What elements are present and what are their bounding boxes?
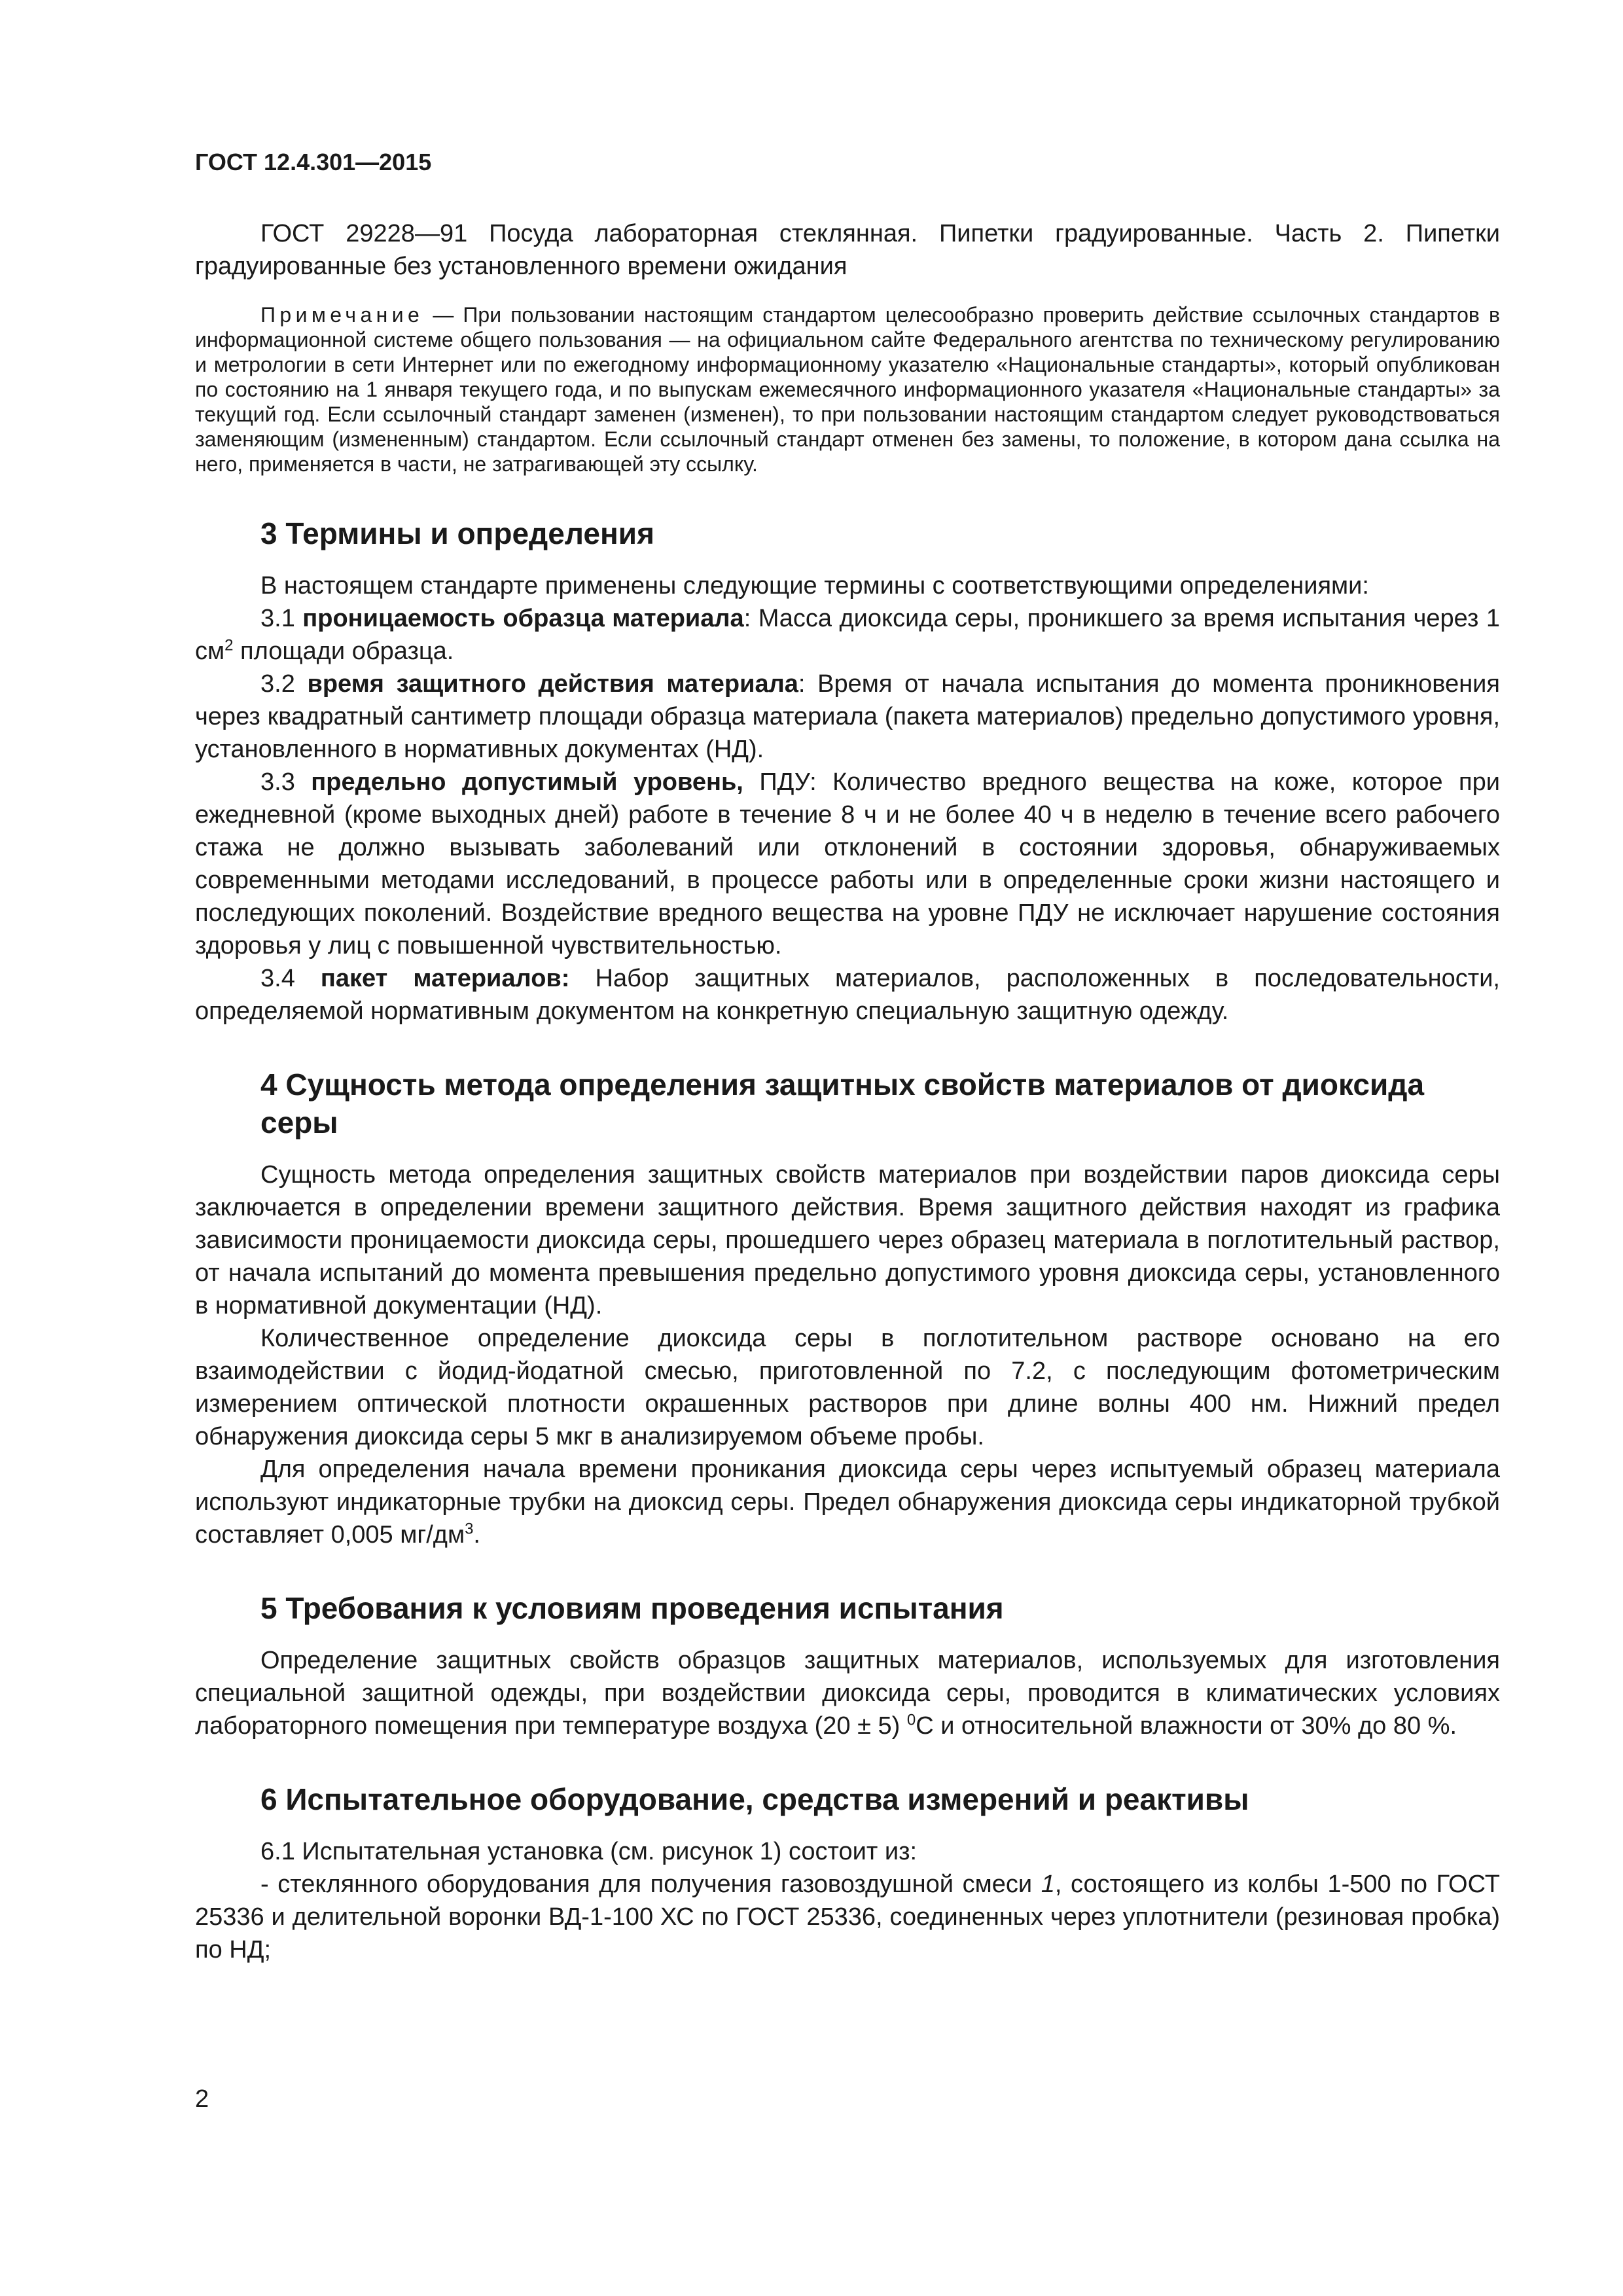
term-name: пакет материалов:: [320, 965, 570, 992]
paragraph-tail: , состоящего из колбы 1-500 по ГОСТ 25336 и делительной воронки ВД-1-100 ХС по ГОСТ 25336, соединенных через уплотнители (резиновая пробка) по НД;: [195, 1871, 1501, 1964]
note-label: Примечание: [260, 303, 424, 327]
paragraph-text: Для определения начала времени проникания диоксида серы через испытуемый образец материала используют индикаторные трубки на диоксид серы. Предел обнаружения диоксида серы индикаторной трубкой составляет 0,005 мг/дм: [195, 1456, 1500, 1549]
term-3-3: [195, 766, 1500, 962]
section-6-heading: 6 Испытательное оборудование, средства измерений и реактивы: [260, 1782, 1249, 1816]
section-4-heading: 4 Сущность метода определения защитных свойств материалов от диоксида серы: [260, 1067, 1425, 1139]
paragraph-text: Определение защитных свойств образцов защитных материалов, используемых для изготовления специальной защитной одежды, при воздействии диоксида серы, проводится в климатических условиях лабораторного помещения при температуре воздуха (20 ± 5): [195, 1647, 1500, 1740]
term-number: 3.1: [260, 605, 303, 632]
term-3-4: [195, 962, 1500, 1028]
term-definition: Набор защитных материалов, расположенных в последовательности, определяемой нормативным документом на конкретную специальную защитную одежду.: [195, 965, 1500, 1025]
section-4-paragraph-3: [195, 1453, 1500, 1551]
section-5-heading: 5 Требования к условиям проведения испытания: [260, 1591, 1004, 1625]
section-6-paragraph-2: [195, 1868, 1500, 1966]
term-definition: : Масса диоксида серы, проникшего за время испытания через 1 см: [195, 605, 1500, 665]
document-code-header: ГОСТ 12.4.301—2015: [195, 149, 432, 175]
superscript: 3: [465, 1520, 474, 1538]
page-number: 2: [195, 2085, 209, 2113]
term-definition: ПДУ: Количество вредного вещества на коже, которое при ежедневной (кроме выходных дней) работе в течение 8 ч и не более 40 ч в неделю в течение всего рабочего стажа не должно вызывать заболеваний или отклонений в состоянии здоровья, обнаруживаемых современными методами исследований, в процессе работы или в определенные сроки жизни настоящего и последующих поколений. Воздействие вредного вещества на уровне ПДУ не исключает нарушение состояния здоровья у лиц с повышенной чувствительностью.: [195, 768, 1500, 960]
term-definition-tail: площади образца.: [233, 637, 454, 665]
section-3-intro: В настоящем стандарте применены следующие термины с соответствующими определениями:: [260, 572, 1369, 600]
term-3-2: [195, 668, 1500, 766]
term-name: время защитного действия материала: [307, 670, 798, 698]
section-6-paragraph-1: 6.1 Испытательная установка (см. рисунок 1) состоит из:: [260, 1838, 918, 1865]
paragraph-tail: С и относительной влажности от 30% до 80 %.: [916, 1712, 1457, 1740]
section-5-paragraph-1: [195, 1644, 1500, 1742]
figure-item-number: 1: [1041, 1871, 1055, 1898]
term-name: проницаемость образца материала: [302, 605, 744, 632]
term-number: 3.3: [260, 768, 312, 796]
term-3-1: [195, 602, 1500, 668]
page-content: [195, 148, 1500, 1966]
section-4-paragraph-2: Количественное определение диоксида серы в поглотительном растворе основано на его взаимодействии с йодид-йодатной смесью, приготовленной по 7.2, с последующим фотометрическим измерением оптической плотности окрашенных растворов при длине волны 400 нм. Нижний предел обнаружения диоксида серы 5 мкг в анализируемом объеме пробы.: [195, 1325, 1500, 1450]
term-definition: : Время от начала испытания до момента проникновения через квадратный сантиметр площади образца материала (пакета материалов) предельно допустимого уровня, установленного в нормативных документах (НД).: [195, 670, 1500, 763]
term-number: 3.4: [260, 965, 321, 992]
paragraph-text: - стеклянного оборудования для получения газовоздушной смеси: [260, 1871, 1041, 1898]
note-paragraph: [195, 302, 1500, 476]
term-name: предельно допустимый уровень,: [311, 768, 743, 796]
term-number: 3.2: [260, 670, 308, 698]
reference-gost-29228: ГОСТ 29228—91 Посуда лабораторная стеклянная. Пипетки градуированные. Часть 2. Пипетки градуированные без установленного времени ожидания: [195, 220, 1500, 280]
superscript: 2: [224, 636, 234, 655]
section-4-paragraph-1: Сущность метода определения защитных свойств материалов при воздействии паров диоксида серы заключается в определении времени защитного действия. Время защитного действия находят из графика зависимости проницаемости диоксида серы, прошедшего через образец материала в поглотительный раствор, от начала испытаний до момента превышения предельно допустимого уровня диоксида серы, установленного в нормативной документации (НД).: [195, 1161, 1500, 1319]
paragraph-tail: .: [473, 1521, 480, 1549]
superscript: 0: [906, 1711, 916, 1729]
section-3-heading: 3 Термины и определения: [260, 516, 654, 550]
note-text: — При пользовании настоящим стандартом целесообразно проверить действие ссылочных стандартов в информационной системе общего пользования — на официальном сайте Федерального агентства по техническому регулированию и метрологии в сети Интернет или по ежегодному информационному указателю «Национальные стандарты», который опубликован по состоянию на 1 января текущего года, и по выпускам ежемесячного информационного указателя «Национальные стандарты» за текущий год. Если ссылочный стандарт заменен (изменен), то при пользовании настоящим стандартом следует руководствоваться заменяющим (измененным) стандартом. Если ссылочный стандарт отменен без замены, то положение, в котором дана ссылка на него, применяется в части, не затрагивающей эту ссылку.: [195, 303, 1500, 476]
